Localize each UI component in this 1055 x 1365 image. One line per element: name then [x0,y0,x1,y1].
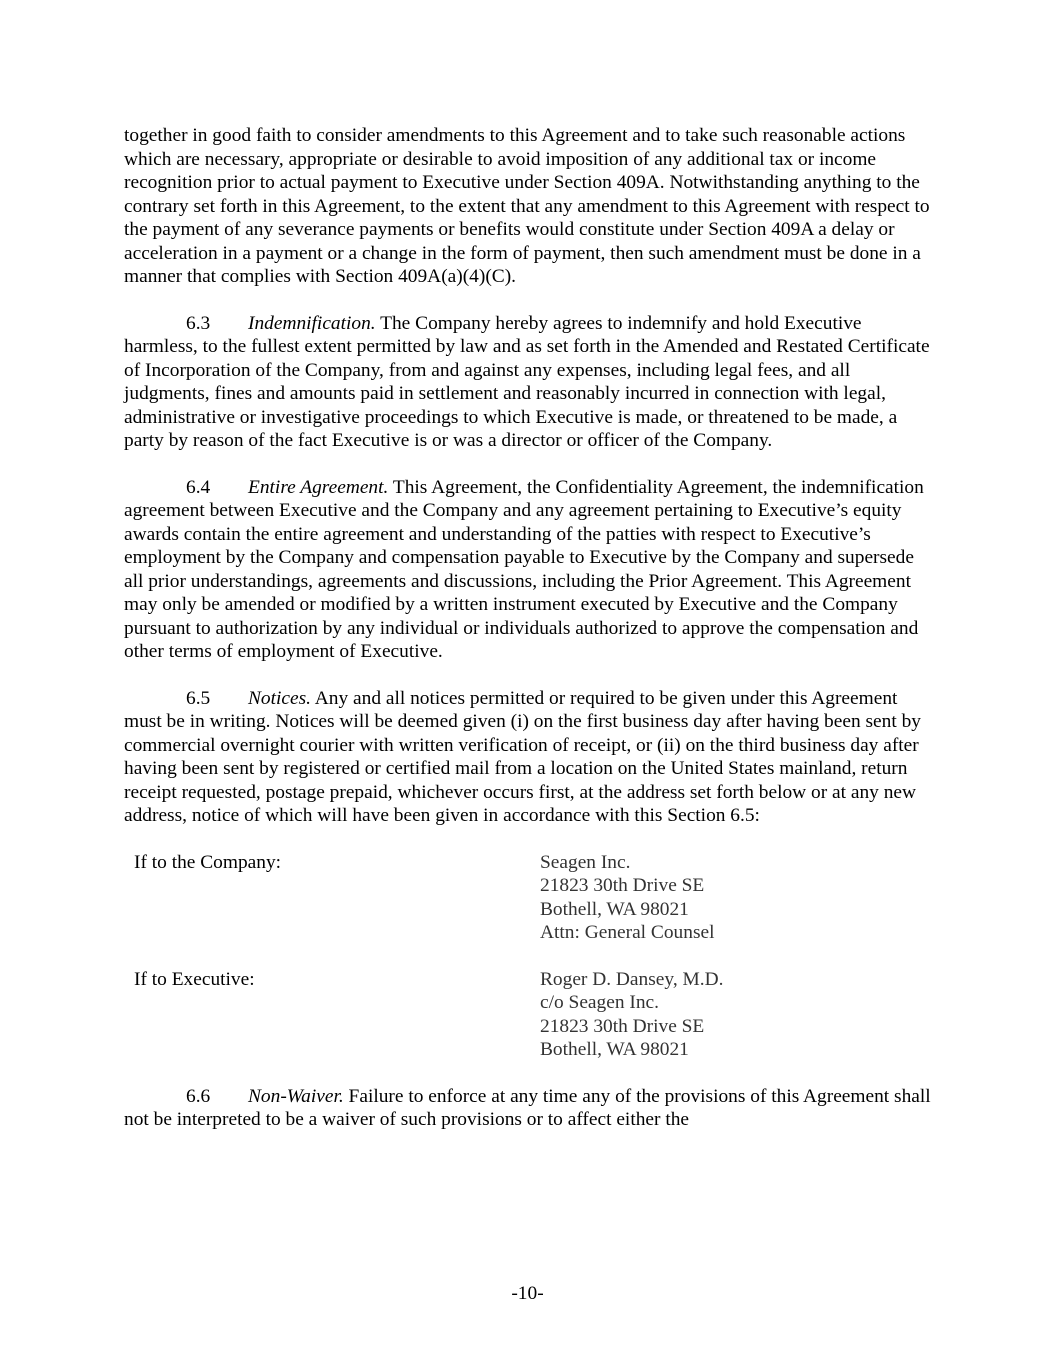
address-line: Bothell, WA 98021 [540,1039,689,1060]
section-6-3 [124,312,936,453]
section-body: The Company hereby agrees to indemnify and hold Executive harmless, to the fullest extent permitted by law and as set forth in the Amended and Restated Certificate of Incorporation of the Company, from and against any expenses, including legal fees, and all judgments, fines and amounts paid in settlement and reasonably incurred in connection with legal, administrative or investigative proceedings to which Executive is made, or threatened to be made, a party by reason of the fact Executive is or was a director or officer of the Company. [124,312,930,451]
section-title: Notices. [248,687,312,709]
address-line: 21823 30th Drive SE [540,875,705,896]
executive-address-label: If to Executive: [134,968,255,990]
executive-address-lines [540,968,723,1062]
address-line: Seagen Inc. [540,851,631,873]
address-line: Roger D. Dansey, M.D. [540,968,724,990]
section-number: 6.3 [186,312,211,334]
section-number: 6.5 [186,687,211,709]
section-number: 6.4 [186,476,211,498]
section-title: Indemnification. [248,312,376,334]
section-6-6 [124,1085,936,1132]
address-line: Bothell, WA 98021 [540,898,689,920]
address-line: c/o Seagen Inc. [540,992,659,1013]
section-title: Non-Waiver. [248,1085,344,1107]
section-body: Failure to enforce at any time any of the provisions of this Agreement shall not be interpreted to be a waiver of such provisions or to affect either the [124,1085,931,1130]
document-page [124,124,936,1155]
section-title: Entire Agreement. [248,476,389,498]
continuation-paragraph: together in good faith to consider amendments to this Agreement and to take such reasonable actions which are necessary, appropriate or desirable to avoid imposition of any additional tax or income recognition prior to actual payment to Executive under Section 409A. Notwithstanding anything to the contrary set forth in this Agreement, to the extent that any amendment to this Agreement with respect to the payment of any severance payments or benefits would constitute under Section 409A a delay or acceleration in a payment or a change in the form of payment, then such amendment must be done in a manner that complies with Section 409A(a)(4)(C). [124,125,930,287]
section-6-4 [124,476,936,664]
address-line: 21823 30th Drive SE [540,1015,705,1037]
executive-address-block [124,968,936,1062]
address-line: Attn: General Counsel [540,922,715,943]
company-address-label: If to the Company: [134,851,282,873]
section-number: 6.6 [186,1085,211,1107]
company-address-lines [540,851,714,945]
company-address-block [124,851,936,945]
section-body: Any and all notices permitted or required to be given under this Agreement must be in writing. Notices will be deemed given (i) on the first business day after having been sent by commercial overnight courier with written verification of receipt, or (ii) on the third business day after having been sent by registered or certified mail from a location on the United States mainland, return receipt requested, postage prepaid, whichever occurs first, at the address set forth below or at any new address, notice of which will have been given in accordance with this Section 6.5: [124,687,921,826]
page-number: -10- [511,1283,544,1304]
section-body: This Agreement, the Confidentiality Agreement, the indemnification agreement between Executive and the Company and any agreement pertaining to Executive’s equity awards contain the entire agreement and understanding of the patties with respect to Executive’s employment by the Company and compensation payable to Executive by the Company and supersede all prior understandings, agreements and discussions, including the Prior Agreement. This Agreement may only be amended or modified by a written instrument executed by Executive and the Company pursuant to authorization by any individual or individuals authorized to approve the compensation and other terms of employment of Executive. [124,476,924,662]
section-6-5 [124,687,936,828]
